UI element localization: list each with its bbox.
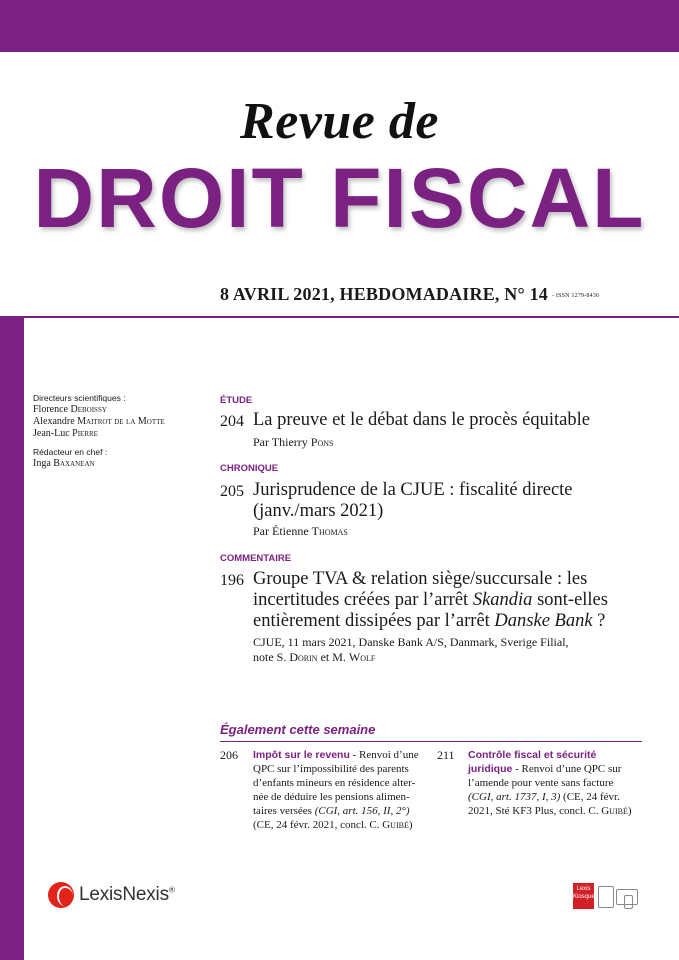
journal-title-prefix: Revue de <box>240 93 439 150</box>
also-this-week-heading: Également cette semaine <box>220 722 376 737</box>
article-number: 205 <box>220 483 244 500</box>
brief-number: 206 <box>220 748 238 762</box>
article-number: 204 <box>220 413 244 430</box>
editor-label: Rédacteur en chef : <box>33 447 108 457</box>
directors-label: Directeurs scientifiques : <box>33 393 126 403</box>
section-label-commentaire: COMMENTAIRE <box>220 553 292 564</box>
brief-item[interactable]: Contrôle fiscal et sécurité juridique - Renvoi d’une QPC sur l’amende pour vente sans facture (CGI, art. 1737, I, 3) (CE, 24 févr. 2021, Sté KF3 Plus, concl. C. Guibé) <box>468 749 632 817</box>
director-name: Jean-Luc Pierre <box>33 428 98 439</box>
phone-icon <box>624 895 633 909</box>
top-color-band <box>0 0 679 52</box>
editorial-staff <box>33 392 213 470</box>
issue-date: 8 AVRIL 2021, HEBDOMADAIRE, N° 14 <box>220 284 549 304</box>
article-number: 196 <box>220 572 244 589</box>
section-label-chronique: CHRONIQUE <box>220 463 279 474</box>
issn: - ISSN 1279-8436 <box>552 292 600 299</box>
editor-name: Inga Baxanean <box>33 458 95 469</box>
brief-item[interactable]: Impôt sur le revenu - Renvoi d’une QPC sur l’impossibilité des parents d’enfants mineurs en résidence alter-née de déduire les pensions alimen-taires versées (CGI, art. 156, II, 2°) (CE, 24 févr. 2021, concl. C. Guibé) <box>253 749 419 831</box>
article-title[interactable]: Groupe TVA & relation siège/succursale : les incertitudes créées par l’arrêt Skandia sont-elles entièrement dissipées par l’arrêt Danske Bank ? <box>253 569 608 631</box>
article-author: Par Étienne Thomas <box>253 524 348 538</box>
lexis-kiosque-badge: Lexis Kiosque <box>573 883 594 909</box>
tablet-icon <box>598 886 614 908</box>
article-title[interactable]: Jurisprudence de la CJUE : fiscalité directe (janv./mars 2021) <box>253 480 573 521</box>
also-divider <box>220 741 642 742</box>
issue-line <box>220 284 599 305</box>
director-name: Alexandre Maitrot de la Motte <box>33 416 165 427</box>
director-name: Florence Deboissy <box>33 404 107 415</box>
header-divider <box>24 316 679 318</box>
brief-number: 211 <box>437 748 455 762</box>
article-title[interactable]: La preuve et le débat dans le procès équitable <box>253 410 590 430</box>
journal-title: DROIT FISCAL <box>33 151 646 245</box>
article-source: CJUE, 11 mars 2021, Danske Bank A/S, Danmark, Sverige Filial, note S. Dorin et M. Wolf <box>253 635 569 664</box>
lexisnexis-logo <box>48 882 175 908</box>
lexisnexis-mark-icon <box>48 882 74 908</box>
left-color-band <box>0 316 24 960</box>
article-author: Par Thierry Pons <box>253 435 334 449</box>
section-label-etude: ÉTUDE <box>220 395 253 406</box>
publisher-name: LexisNexis® <box>79 884 175 905</box>
